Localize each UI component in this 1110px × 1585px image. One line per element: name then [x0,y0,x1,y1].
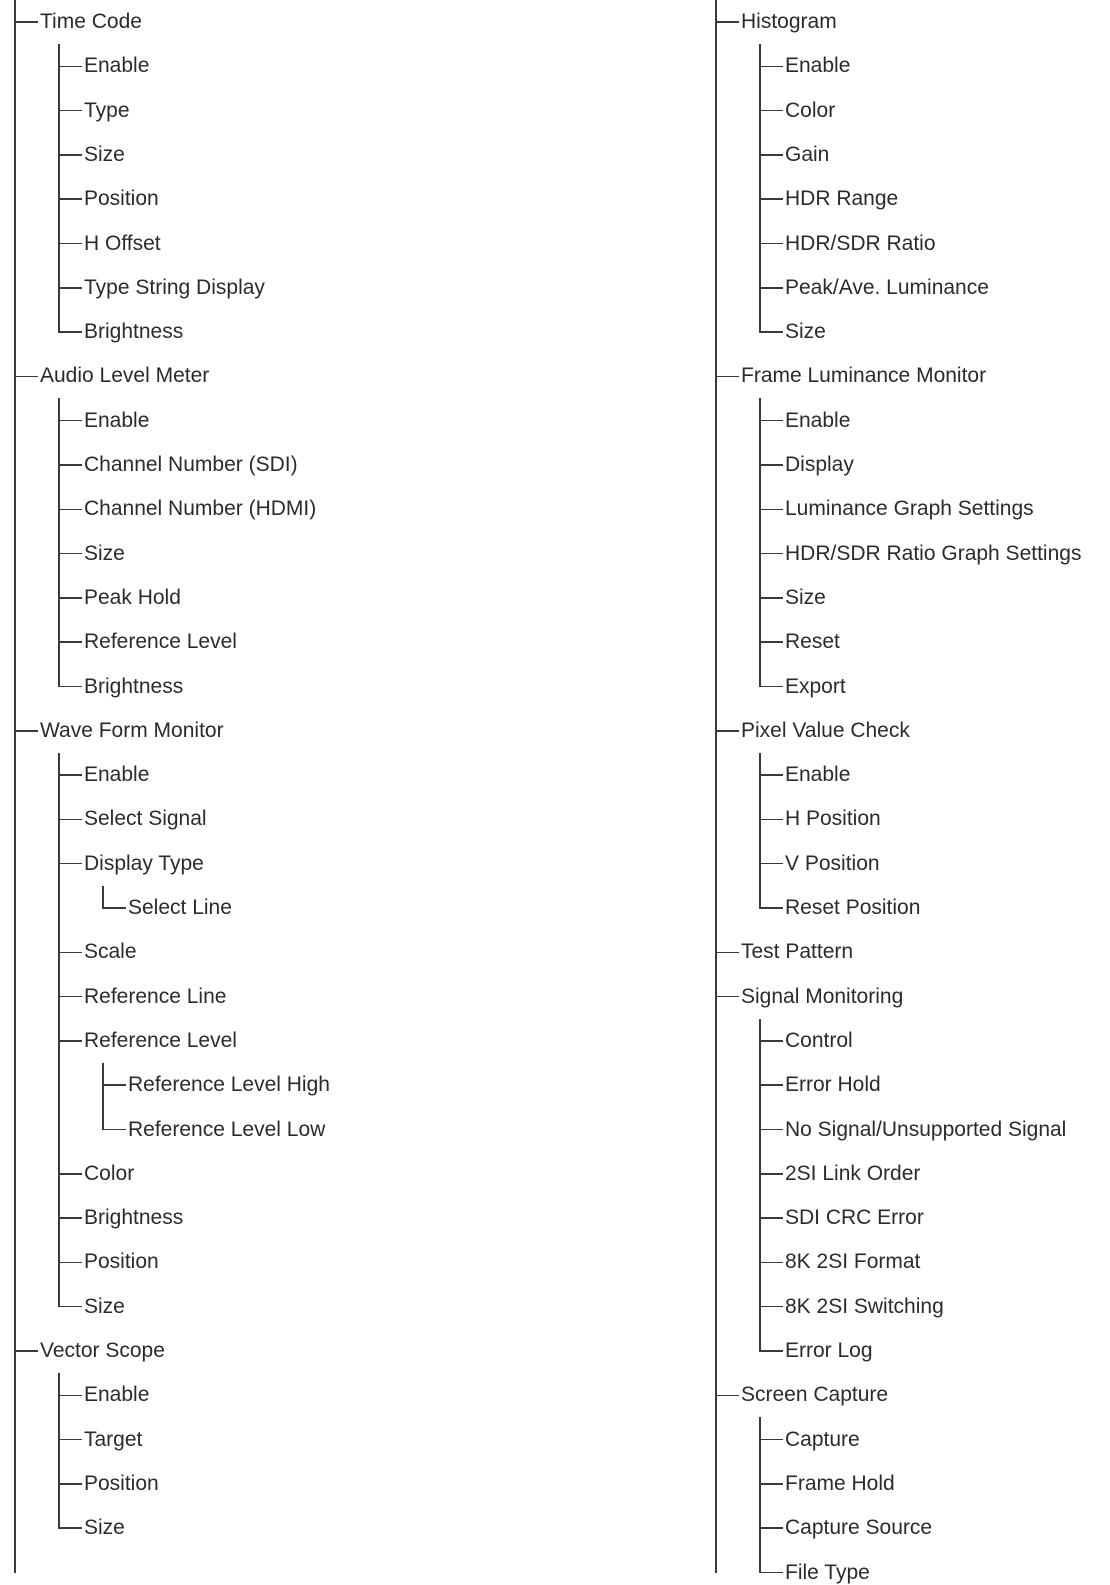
tree-connector [14,730,38,732]
menu-item-reference-line: Reference Line [84,984,227,1008]
tree-connector [58,154,82,156]
menu-item-enable: Enable [785,54,851,78]
menu-item-target: Target [84,1427,143,1451]
tree-connector [759,907,783,909]
tree-connector [759,198,783,200]
tree-connector [759,553,783,555]
menu-item-display: Display [785,453,854,476]
tree-connector [759,509,783,511]
tree-connector [759,819,783,821]
tree-connector [759,1306,783,1308]
menu-item-peak-hold: Peak Hold [84,585,181,609]
tree-connector [759,1173,783,1175]
tree-connector [759,1483,783,1485]
menu-item-size: Size [84,1516,125,1540]
menu-item-position: Position [84,187,159,211]
menu-item-scale: Scale [84,940,137,964]
menu-item-enable: Enable [785,763,851,787]
tree-connector [715,952,739,954]
tree-connector [58,863,82,865]
tree-connector [759,154,783,156]
menu-item-8k-2si-format: 8K 2SI Format [785,1250,921,1274]
tree-connector [58,331,82,333]
menu-item-error-log: Error Log [785,1339,873,1362]
tree-connector [58,243,82,245]
tree-connector [58,1439,82,1441]
menu-item-select-signal: Select Signal [84,807,207,831]
menu-item-reference-level: Reference Level [84,1028,237,1052]
tree-connector [759,243,783,245]
menu-item-position: Position [84,1471,159,1495]
tree-branch-line [58,753,60,1308]
tree-connector [58,1262,82,1264]
menu-item-h-position: H Position [785,807,881,831]
tree-connector [58,819,82,821]
menu-item-capture: Capture [785,1427,860,1451]
tree-connector [58,553,82,555]
tree-connector [759,66,783,68]
tree-connector [58,1173,82,1175]
tree-connector [58,952,82,954]
menu-item-hdr-range: HDR Range [785,187,899,211]
tree-connector [759,863,783,865]
tree-connector [715,996,739,998]
menu-item-frame-luminance-monitor: Frame Luminance Monitor [741,364,987,388]
menu-item-brightness: Brightness [84,674,184,698]
tree-connector [58,420,82,422]
menu-item-brightness: Brightness [84,1206,184,1230]
menu-item-capture-source: Capture Source [785,1516,933,1540]
menu-item-position: Position [84,1250,159,1274]
menu-item-wave-form-monitor: Wave Form Monitor [40,718,224,742]
menu-item-hdr-sdr-ratio: HDR/SDR Ratio [785,231,936,255]
menu-item-channel-number-hdmi: Channel Number (HDMI) [84,497,317,521]
tree-connector [14,1350,38,1352]
menu-item-time-code: Time Code [40,10,142,33]
tree-connector [759,1084,783,1086]
menu-item-enable: Enable [84,408,150,432]
menu-item-select-line: Select Line [128,896,232,919]
menu-item-histogram: Histogram [741,10,837,33]
tree-branch-line [759,1019,761,1352]
tree-connector [58,1483,82,1485]
menu-item-size: Size [84,1294,125,1318]
tree-branch-line [759,398,761,687]
menu-item-enable: Enable [84,763,150,787]
menu-item-hdr-sdr-ratio-graph-settings: HDR/SDR Ratio Graph Settings [785,541,1082,565]
tree-connector [58,1395,82,1397]
tree-connector [102,1129,126,1131]
tree-connector [58,464,82,466]
tree-connector [759,641,783,643]
tree-branch-line [58,44,60,333]
tree-connector [759,110,783,112]
tree-connector [58,996,82,998]
tree-connector [58,774,82,776]
tree-connector [759,1262,783,1264]
menu-item-enable: Enable [84,54,150,78]
tree-connector [759,597,783,599]
tree-branch-line [759,753,761,909]
tree-connector [759,686,783,688]
menu-item-display-type: Display Type [84,851,204,875]
tree-connector [759,287,783,289]
menu-item-export: Export [785,674,846,698]
menu-item-size: Size [84,541,125,565]
menu-item-control: Control [785,1028,853,1052]
menu-item-size: Size [785,585,826,609]
tree-branch-line [58,398,60,687]
menu-item-type-string-display: Type String Display [84,275,265,299]
tree-connector [759,1350,783,1352]
menu-item-test-pattern: Test Pattern [741,940,854,964]
tree-connector [58,287,82,289]
tree-branch-line [759,1417,761,1573]
tree-connector [715,1395,739,1397]
menu-item-reset-position: Reset Position [785,896,921,919]
tree-connector [759,464,783,466]
menu-item-screen-capture: Screen Capture [741,1383,889,1407]
menu-item-reference-level: Reference Level [84,630,237,654]
menu-item-brightness: Brightness [84,320,184,344]
tree-connector [14,376,38,378]
menu-item-color: Color [785,98,836,122]
tree-connector [58,597,82,599]
menu-item-vector-scope: Vector Scope [40,1339,165,1362]
tree-connector [102,907,126,909]
tree-branch-line [102,1063,104,1130]
tree-branch-line [58,1373,60,1529]
tree-trunk-line [14,0,16,1573]
tree-connector [759,774,783,776]
menu-item-file-type: File Type [785,1560,870,1584]
tree-connector [759,420,783,422]
tree-branch-line [102,886,104,909]
tree-connector [759,1040,783,1042]
tree-branch-line [759,44,761,333]
menu-item-v-position: V Position [785,851,880,875]
menu-item-channel-number-sdi: Channel Number (SDI) [84,453,298,476]
tree-connector [58,1527,82,1529]
menu-item-frame-hold: Frame Hold [785,1471,895,1495]
tree-connector [759,1439,783,1441]
tree-connector [715,376,739,378]
menu-item-reference-level-high: Reference Level High [128,1073,330,1097]
tree-connector [715,730,739,732]
menu-item-enable: Enable [84,1383,150,1407]
menu-item-color: Color [84,1161,135,1185]
tree-connector [58,686,82,688]
menu-item-gain: Gain [785,142,830,166]
menu-item-reset: Reset [785,630,840,654]
menu-item-2si-link-order: 2SI Link Order [785,1161,921,1185]
menu-item-enable: Enable [785,408,851,432]
tree-connector [715,21,739,23]
menu-item-size: Size [84,142,125,166]
menu-item-sdi-crc-error: SDI CRC Error [785,1206,924,1230]
menu-item-signal-monitoring: Signal Monitoring [741,984,904,1008]
tree-connector [58,110,82,112]
tree-connector [58,198,82,200]
tree-connector [58,1217,82,1219]
tree-connector [759,1129,783,1131]
menu-item-type: Type [84,98,130,122]
tree-connector [58,509,82,511]
tree-connector [58,641,82,643]
menu-item-size: Size [785,320,826,344]
menu-item-luminance-graph-settings: Luminance Graph Settings [785,497,1034,521]
menu-item-reference-level-low: Reference Level Low [128,1117,326,1141]
menu-item-audio-level-meter: Audio Level Meter [40,364,210,388]
tree-connector [759,331,783,333]
tree-trunk-line [715,0,717,1573]
tree-connector [14,21,38,23]
tree-connector [58,1040,82,1042]
tree-connector [102,1084,126,1086]
menu-item-pixel-value-check: Pixel Value Check [741,718,910,742]
menu-item-8k-2si-switching: 8K 2SI Switching [785,1294,944,1318]
tree-connector [58,1306,82,1308]
tree-connector [759,1527,783,1529]
tree-connector [58,66,82,68]
tree-connector [759,1217,783,1219]
menu-item-no-signal-unsupported-signal: No Signal/Unsupported Signal [785,1117,1067,1141]
menu-item-peak-ave-luminance: Peak/Ave. Luminance [785,275,989,299]
menu-item-h-offset: H Offset [84,231,161,255]
menu-item-error-hold: Error Hold [785,1073,881,1097]
